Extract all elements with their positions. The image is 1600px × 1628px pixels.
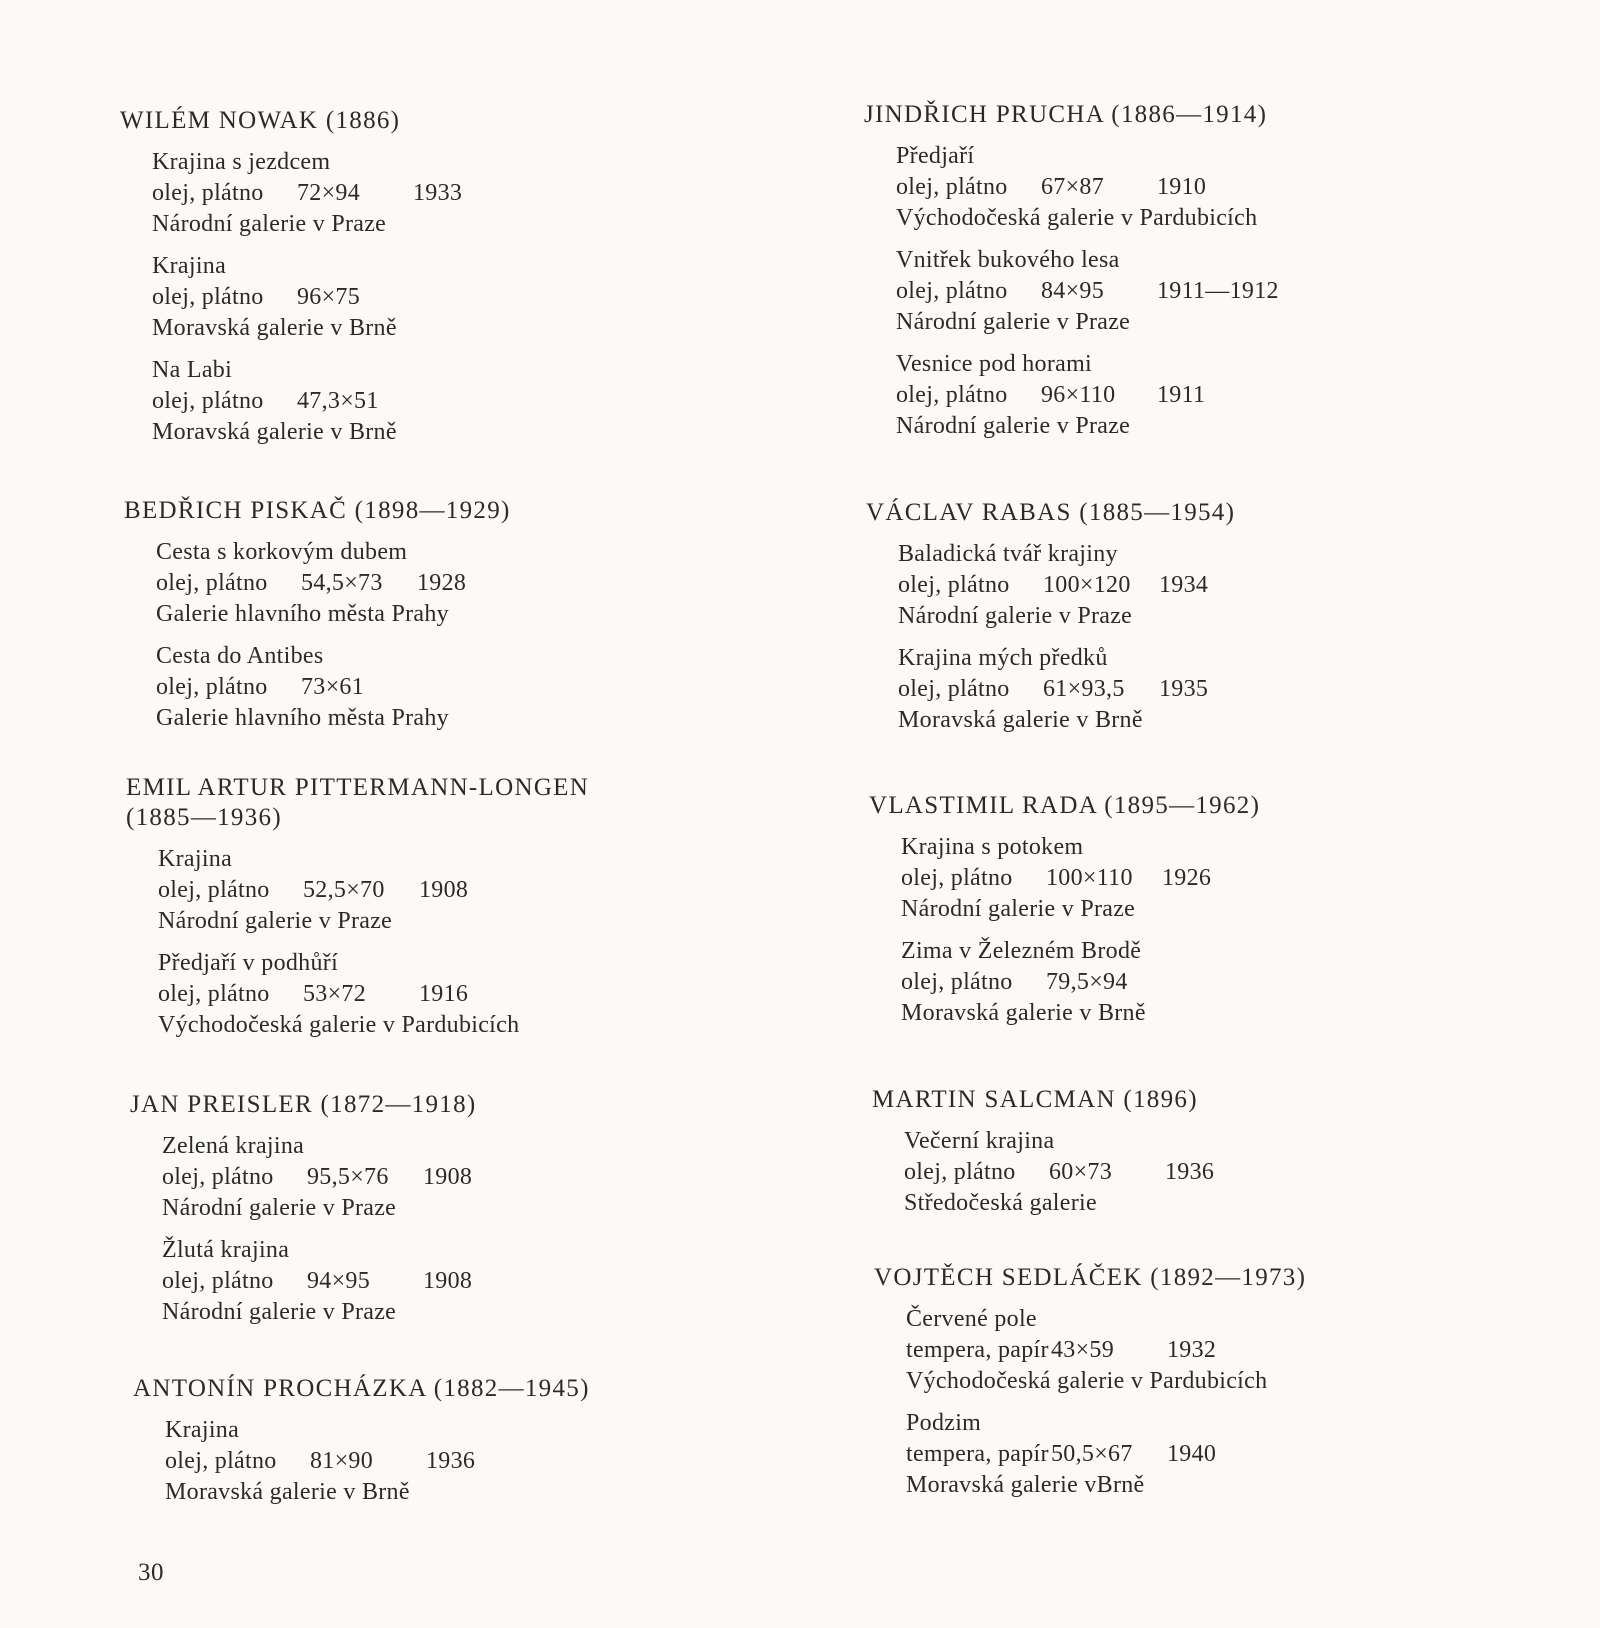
artwork-size: 73×61 [301,674,365,700]
artwork-medium: olej, plátno [896,278,1008,304]
works-list [869,832,1569,1029]
artwork-collection: Národní galerie v Praze [152,211,387,237]
artwork-size: 43×59 [1051,1337,1115,1363]
works-list [866,539,1566,736]
artwork-size: 100×120 [1043,572,1131,598]
artwork-year: 1908 [419,877,469,903]
artwork-collection: Národní galerie v Praze [158,908,393,934]
artwork-collection: Východočeská galerie v Pardubicích [906,1368,1268,1394]
artwork-details [165,1446,833,1477]
works-list [120,147,820,448]
artwork-details [152,386,820,417]
artwork-medium: olej, plátno [156,674,268,700]
artist-name: VLASTIMIL RADA [869,792,1097,819]
works-list [133,1415,833,1508]
artwork-year: 1910 [1157,174,1207,200]
artwork-details [898,570,1566,601]
artwork-year: 1916 [419,981,469,1007]
artwork-collection: Moravská galerie v Brně [165,1479,410,1505]
artwork-title: Krajina [152,253,227,279]
artwork-details [162,1162,830,1193]
artist-entry [869,791,1569,1040]
artwork-details [901,967,1569,998]
artwork-title: Vnitřek bukového lesa [896,247,1120,273]
artist-dates: (1898—1929) [354,497,511,524]
page-number: 30 [138,1559,164,1586]
artwork-year: 1908 [423,1268,473,1294]
artist-heading [133,1374,833,1404]
artwork-medium: olej, plátno [904,1159,1016,1185]
works-list [124,537,824,734]
artist-dates: (1885—1936) [126,804,282,831]
artwork-collection: Moravská galerie v Brně [898,707,1143,733]
artwork-title: Na Labi [152,357,233,383]
artwork-collection: Moravská galerie v Brně [152,419,397,445]
artwork-collection: Východočeská galerie v Pardubicích [158,1012,520,1038]
artist-dates: (1885—1954) [1079,499,1236,526]
artwork-medium: olej, plátno [162,1164,274,1190]
artist-entry [130,1090,830,1339]
artist-name: EMIL ARTUR PITTERMANN-LONGEN [126,774,590,801]
artwork-collection: Národní galerie v Praze [896,413,1131,439]
artwork-size: 96×110 [1041,382,1116,408]
artist-heading [130,1090,830,1120]
artwork-size: 81×90 [310,1448,374,1474]
artwork-size: 50,5×67 [1051,1441,1133,1467]
artwork-collection: Národní galerie v Praze [898,603,1133,629]
artwork-size: 53×72 [303,981,367,1007]
artist-heading [869,791,1569,821]
artwork-title: Večerní krajina [904,1128,1055,1154]
artwork-entry [165,1415,833,1508]
artist-heading [866,498,1566,528]
works-list [864,141,1564,442]
artwork-year: 1911—1912 [1157,278,1279,304]
artwork-year: 1908 [423,1164,473,1190]
artwork-entry [896,245,1564,338]
artwork-size: 72×94 [297,180,361,206]
artwork-title: Krajina s jezdcem [152,149,331,175]
artwork-medium: olej, plátno [901,969,1013,995]
artwork-details [904,1157,1572,1188]
works-list [126,844,826,1041]
artwork-year: 1936 [1165,1159,1215,1185]
artwork-collection: Galerie hlavního města Prahy [156,705,449,731]
artist-heading [126,773,826,833]
artwork-entry [896,349,1564,442]
artwork-year: 1928 [417,570,467,596]
artwork-size: 100×110 [1046,865,1133,891]
artwork-medium: olej, plátno [165,1448,277,1474]
artwork-title: Žlutá krajina [162,1237,290,1263]
artwork-details [906,1439,1574,1470]
artist-name: VÁCLAV RABAS [866,499,1072,526]
artwork-entry [152,147,820,240]
works-list [872,1126,1572,1219]
artwork-entry [152,251,820,344]
artwork-collection: Národní galerie v Praze [896,309,1131,335]
artist-entry [872,1085,1572,1230]
artwork-entry [901,936,1569,1029]
works-list [130,1131,830,1328]
artwork-title: Předjaří v podhůří [158,950,339,976]
artwork-year: 1911 [1157,382,1206,408]
artwork-title: Zima v Železném Brodě [901,938,1142,964]
artwork-entry [898,643,1566,736]
artwork-size: 52,5×70 [303,877,385,903]
artwork-size: 95,5×76 [307,1164,389,1190]
artwork-medium: olej, plátno [896,174,1008,200]
artist-dates: (1872—1918) [320,1091,477,1118]
artwork-entry [906,1408,1574,1501]
artwork-year: 1935 [1159,676,1209,702]
artist-entry [124,496,824,745]
artwork-entry [152,355,820,448]
artist-name: BEDŘICH PISKAČ [124,497,348,524]
artwork-size: 60×73 [1049,1159,1113,1185]
artwork-medium: olej, plátno [162,1268,274,1294]
artwork-medium: olej, plátno [898,572,1010,598]
artist-entry [874,1263,1574,1512]
artwork-collection: Středočeská galerie [904,1190,1097,1216]
artwork-medium: olej, plátno [152,388,264,414]
artwork-details [901,863,1569,894]
artwork-collection: Moravská galerie vBrně [906,1472,1145,1498]
artwork-size: 94×95 [307,1268,371,1294]
artwork-medium: olej, plátno [156,570,268,596]
artwork-medium: olej, plátno [152,180,264,206]
artist-entry [120,106,820,459]
artist-heading [872,1085,1572,1115]
artwork-medium: olej, plátno [898,676,1010,702]
artist-heading [864,100,1564,130]
artwork-size: 61×93,5 [1043,676,1125,702]
artwork-medium: tempera, papír [906,1337,1049,1363]
artwork-entry [158,948,826,1041]
artwork-details [158,875,826,906]
artist-entry [864,100,1564,453]
artwork-details [896,380,1564,411]
artwork-entry [898,539,1566,632]
artist-name: MARTIN SALCMAN [872,1086,1116,1113]
artwork-collection: Moravská galerie v Brně [152,315,397,341]
artwork-medium: olej, plátno [158,981,270,1007]
artwork-entry [158,844,826,937]
artist-dates: (1892—1973) [1150,1264,1307,1291]
artwork-title: Cesta do Antibes [156,643,324,669]
artwork-details [158,979,826,1010]
artwork-title: Vesnice pod horami [896,351,1093,377]
artwork-collection: Galerie hlavního města Prahy [156,601,449,627]
artwork-entry [906,1304,1574,1397]
artwork-collection: Východočeská galerie v Pardubicích [896,205,1258,231]
artwork-entry [901,832,1569,925]
artwork-title: Krajina [158,846,233,872]
artwork-medium: olej, plátno [901,865,1013,891]
artwork-entry [162,1235,830,1328]
artwork-medium: tempera, papír [906,1441,1049,1467]
artwork-details [898,674,1566,705]
artwork-title: Cesta s korkovým dubem [156,539,408,565]
artwork-year: 1926 [1162,865,1212,891]
artwork-title: Krajina mých předků [898,645,1108,671]
artist-heading [874,1263,1574,1293]
artist-heading [120,106,820,136]
artwork-year: 1936 [426,1448,476,1474]
artwork-details [906,1335,1574,1366]
artist-name: JAN PREISLER [130,1091,313,1118]
artist-dates: (1886) [325,107,401,134]
artwork-title: Podzim [906,1410,982,1436]
artwork-size: 84×95 [1041,278,1105,304]
artwork-details [896,172,1564,203]
artwork-collection: Národní galerie v Praze [901,896,1136,922]
artist-dates: (1886—1914) [1111,101,1268,128]
artwork-entry [896,141,1564,234]
artist-dates: (1895—1962) [1104,792,1261,819]
artist-name: ANTONÍN PROCHÁZKA [133,1375,427,1402]
artist-entry [126,773,826,1052]
artwork-year: 1933 [413,180,463,206]
artwork-medium: olej, plátno [158,877,270,903]
artwork-title: Baladická tvář krajiny [898,541,1118,567]
artwork-collection: Národní galerie v Praze [162,1299,397,1325]
artwork-size: 54,5×73 [301,570,383,596]
artwork-entry [162,1131,830,1224]
artist-entry [866,498,1566,747]
artwork-medium: olej, plátno [152,284,264,310]
artwork-size: 96×75 [297,284,361,310]
artwork-size: 79,5×94 [1046,969,1128,995]
artwork-title: Zelená krajina [162,1133,305,1159]
artist-heading [124,496,824,526]
artwork-details [152,282,820,313]
artist-name: WILÉM NOWAK [120,107,319,134]
artwork-entry [156,537,824,630]
artwork-details [156,672,824,703]
artwork-details [162,1266,830,1297]
artwork-collection: Národní galerie v Praze [162,1195,397,1221]
artist-dates: (1896) [1123,1086,1198,1113]
artwork-collection: Moravská galerie v Brně [901,1000,1146,1026]
artwork-year: 1940 [1167,1441,1217,1467]
artist-name: VOJTĚCH SEDLÁČEK [874,1264,1143,1291]
artwork-entry [904,1126,1572,1219]
artwork-title: Krajina s potokem [901,834,1084,860]
artwork-details [896,276,1564,307]
artwork-title: Předjaří [896,143,975,169]
artwork-title: Červené pole [906,1306,1037,1332]
artwork-title: Krajina [165,1417,240,1443]
artwork-entry [156,641,824,734]
artwork-details [152,178,820,209]
artist-entry [133,1374,833,1519]
works-list [874,1304,1574,1501]
artwork-medium: olej, plátno [896,382,1008,408]
artist-dates: (1882—1945) [433,1375,590,1402]
artwork-year: 1932 [1167,1337,1217,1363]
artwork-size: 47,3×51 [297,388,379,414]
artist-name: JINDŘICH PRUCHA [864,101,1104,128]
artwork-details [156,568,824,599]
artwork-size: 67×87 [1041,174,1105,200]
artwork-year: 1934 [1159,572,1209,598]
